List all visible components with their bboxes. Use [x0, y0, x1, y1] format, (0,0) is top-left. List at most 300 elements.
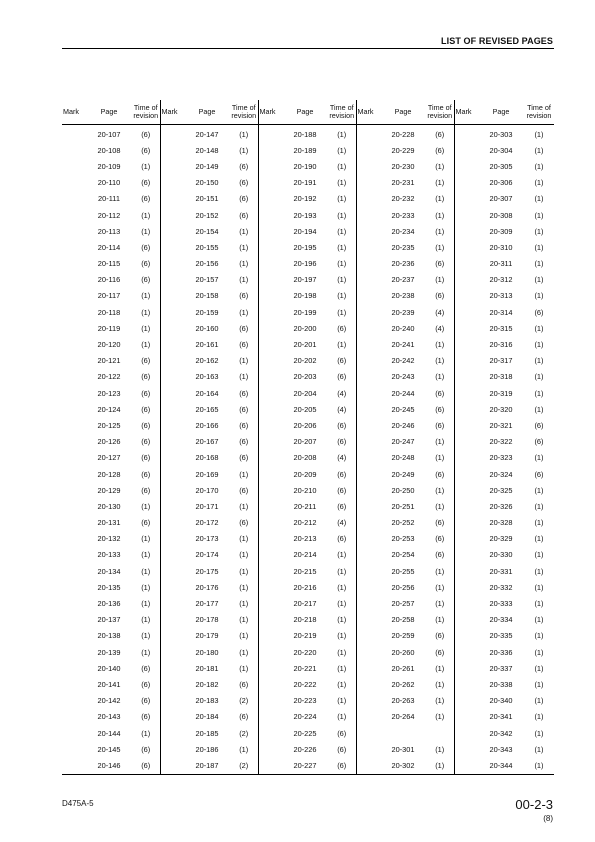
cell-page: 20-190 — [293, 161, 317, 171]
cell-revision: (6) — [426, 644, 454, 660]
cell-page: 20-207 — [293, 437, 317, 447]
table-row — [62, 741, 554, 757]
cell-mark — [160, 288, 184, 304]
cell-mark — [160, 304, 184, 320]
cell-revision: (1) — [426, 660, 454, 676]
table-row — [62, 417, 554, 433]
cell-revision: (1) — [230, 353, 258, 369]
cell-mark — [356, 401, 380, 417]
cell-page: 20-333 — [489, 599, 513, 609]
cell-revision: (1) — [230, 563, 258, 579]
table-row — [62, 547, 554, 563]
cell-revision: (1) — [534, 518, 544, 528]
cell-revision: (1) — [534, 453, 544, 463]
cell-revision: (1) — [534, 145, 544, 155]
cell-mark — [258, 612, 282, 628]
cell-revision: (6) — [328, 353, 356, 369]
cell-revision: (6) — [230, 336, 258, 352]
cell-page: 20-129 — [97, 485, 121, 495]
cell-page: 20-343 — [489, 744, 513, 754]
cell-page: 20-156 — [195, 259, 219, 269]
cell-revision: (1) — [426, 450, 454, 466]
cell-revision: (1) — [132, 531, 160, 547]
cell-revision: (1) — [426, 336, 454, 352]
cell-page: 20-202 — [293, 356, 317, 366]
cell-revision: (1) — [328, 336, 356, 352]
cell-revision: (1) — [328, 563, 356, 579]
cell-revision: (6) — [534, 469, 544, 479]
cell-page: 20-146 — [86, 757, 132, 774]
cell-revision: (1) — [534, 534, 544, 544]
cell-revision: (1) — [230, 531, 258, 547]
cell-revision: (1) — [534, 129, 544, 139]
cell-mark — [160, 612, 184, 628]
cell-page: 20-210 — [293, 485, 317, 495]
table-row — [62, 757, 554, 774]
cell-revision: (1) — [426, 158, 454, 174]
cell-page: 20-217 — [293, 599, 317, 609]
table-row — [62, 223, 554, 239]
cell-page: 20-236 — [391, 259, 415, 269]
cell-page: 20-162 — [195, 356, 219, 366]
cell-page: 20-264 — [391, 712, 415, 722]
cell-page: 20-257 — [391, 599, 415, 609]
cell-mark — [356, 142, 380, 158]
table-row — [62, 320, 554, 336]
cell-mark — [62, 191, 86, 207]
table-row — [62, 644, 554, 660]
cell-mark — [160, 158, 184, 174]
cell-page: 20-248 — [391, 453, 415, 463]
cell-page: 20-313 — [489, 291, 513, 301]
cell-mark — [454, 125, 478, 143]
cell-mark — [160, 239, 184, 255]
cell-mark — [454, 369, 478, 385]
cell-revision: (6) — [426, 385, 454, 401]
cell-mark — [160, 547, 184, 563]
cell-page: 20-238 — [391, 291, 415, 301]
table-row — [62, 676, 554, 692]
cell-mark — [160, 741, 184, 757]
cell-mark — [356, 320, 380, 336]
cell-revision: (6) — [230, 417, 258, 433]
cell-mark — [258, 158, 282, 174]
cell-page: 20-128 — [97, 469, 121, 479]
cell-mark — [454, 288, 478, 304]
cell-page: 20-263 — [391, 696, 415, 706]
cell-revision: (6) — [230, 434, 258, 450]
cell-mark — [62, 741, 86, 757]
cell-revision: (6) — [132, 450, 160, 466]
cell-page: 20-149 — [195, 161, 219, 171]
cell-mark — [356, 644, 380, 660]
cell-revision: (1) — [230, 547, 258, 563]
cell-page: 20-342 — [489, 728, 513, 738]
cell-mark — [356, 191, 380, 207]
cell-revision: (6) — [426, 547, 454, 563]
cell-revision: (6) — [132, 125, 160, 143]
cell-mark — [160, 142, 184, 158]
cell-page: 20-334 — [489, 615, 513, 625]
cell-mark — [258, 515, 282, 531]
table-row — [62, 369, 554, 385]
cell-page: 20-224 — [293, 712, 317, 722]
header-mark: Mark — [62, 100, 86, 125]
cell-revision: (6) — [132, 515, 160, 531]
cell-page: 20-108 — [97, 145, 121, 155]
table-row — [62, 336, 554, 352]
cell-revision: (1) — [328, 595, 356, 611]
cell-page: 20-175 — [195, 566, 219, 576]
cell-revision: (1) — [534, 340, 544, 350]
cell-page: 20-228 — [391, 129, 415, 139]
cell-mark — [160, 531, 184, 547]
cell-mark — [258, 223, 282, 239]
header-page: Page — [86, 100, 132, 125]
cell-page: 20-172 — [195, 518, 219, 528]
cell-revision: (1) — [534, 194, 544, 204]
cell-mark — [258, 175, 282, 191]
table-row — [62, 482, 554, 498]
cell-mark — [62, 482, 86, 498]
cell-revision: (1) — [426, 482, 454, 498]
cell-revision: (1) — [328, 142, 356, 158]
cell-revision: (1) — [132, 547, 160, 563]
cell-revision: (1) — [534, 242, 544, 252]
table-row — [62, 175, 554, 191]
cell-revision: (6) — [328, 466, 356, 482]
cell-revision: (1) — [426, 223, 454, 239]
cell-mark — [62, 288, 86, 304]
cell-mark — [160, 644, 184, 660]
cell-mark — [258, 272, 282, 288]
cell-page: 20-167 — [195, 437, 219, 447]
cell-page: 20-200 — [293, 323, 317, 333]
cell-mark — [160, 417, 184, 433]
cell-mark — [160, 563, 184, 579]
cell-page: 20-261 — [391, 663, 415, 673]
cell-mark — [454, 693, 478, 709]
cell-mark — [62, 369, 86, 385]
cell-revision: (6) — [132, 709, 160, 725]
cell-mark — [160, 515, 184, 531]
cell-mark — [356, 175, 380, 191]
cell-page: 20-148 — [195, 145, 219, 155]
cell-page: 20-323 — [489, 453, 513, 463]
table-row — [62, 579, 554, 595]
cell-mark — [454, 725, 478, 741]
cell-revision: (1) — [230, 595, 258, 611]
cell-revision: (6) — [132, 385, 160, 401]
cell-mark — [454, 450, 478, 466]
cell-mark — [356, 385, 380, 401]
cell-page: 20-252 — [391, 518, 415, 528]
table-row — [62, 515, 554, 531]
cell-page: 20-230 — [391, 161, 415, 171]
cell-revision: (1) — [328, 191, 356, 207]
cell-mark — [356, 256, 380, 272]
cell-page: 20-240 — [391, 323, 415, 333]
cell-revision: (6) — [132, 417, 160, 433]
cell-revision: (6) — [328, 369, 356, 385]
cell-page: 20-330 — [489, 550, 513, 560]
cell-page: 20-131 — [97, 518, 121, 528]
cell-revision: (1) — [534, 663, 544, 673]
cell-mark — [62, 709, 86, 725]
table-row — [62, 531, 554, 547]
cell-page: 20-140 — [97, 663, 121, 673]
cell-page: 20-194 — [293, 226, 317, 236]
cell-revision: (1) — [534, 566, 544, 576]
cell-revision: (1) — [426, 191, 454, 207]
cell-page: 20-123 — [97, 388, 121, 398]
cell-page: 20-130 — [97, 501, 121, 511]
table-row — [62, 709, 554, 725]
cell-revision: (6) — [230, 482, 258, 498]
cell-revision: (1) — [534, 631, 544, 641]
cell-page: 20-332 — [489, 582, 513, 592]
cell-mark — [356, 353, 380, 369]
cell-revision: (1) — [328, 239, 356, 255]
cell-mark — [356, 628, 380, 644]
cell-revision: (4) — [328, 401, 356, 417]
cell-mark — [454, 531, 478, 547]
cell-mark — [356, 531, 380, 547]
cell-page: 20-335 — [489, 631, 513, 641]
cell-page: 20-152 — [195, 210, 219, 220]
cell-page: 20-317 — [489, 356, 513, 366]
cell-page: 20-307 — [489, 194, 513, 204]
cell-revision: (1) — [230, 466, 258, 482]
cell-page: 20-318 — [489, 372, 513, 382]
table-row — [62, 660, 554, 676]
cell-page: 20-229 — [391, 145, 415, 155]
cell-revision: (1) — [132, 725, 160, 741]
cell-page: 20-182 — [195, 679, 219, 689]
cell-page: 20-255 — [391, 566, 415, 576]
cell-revision: (6) — [132, 660, 160, 676]
cell-revision: (1) — [328, 660, 356, 676]
cell-page: 20-134 — [97, 566, 121, 576]
cell-revision: (1) — [426, 272, 454, 288]
cell-revision: (6) — [132, 353, 160, 369]
cell-revision: (1) — [426, 693, 454, 709]
cell-revision: (6) — [132, 434, 160, 450]
cell-revision: (1) — [534, 744, 544, 754]
cell-mark — [62, 628, 86, 644]
cell-revision: (1) — [132, 158, 160, 174]
cell-mark — [454, 482, 478, 498]
cell-mark — [258, 563, 282, 579]
cell-page: 20-235 — [391, 242, 415, 252]
cell-page — [380, 725, 426, 741]
table-row — [62, 612, 554, 628]
cell-mark — [258, 434, 282, 450]
cell-page: 20-331 — [489, 566, 513, 576]
cell-mark — [258, 256, 282, 272]
cell-mark — [258, 191, 282, 207]
cell-revision: (1) — [426, 741, 454, 757]
header-time-of-revision — [524, 100, 554, 125]
cell-revision: (6) — [132, 191, 160, 207]
cell-mark — [356, 595, 380, 611]
cell-page: 20-188 — [293, 129, 317, 139]
cell-revision: (1) — [534, 696, 544, 706]
cell-revision: (6) — [328, 498, 356, 514]
cell-page: 20-262 — [391, 679, 415, 689]
cell-page: 20-120 — [97, 340, 121, 350]
cell-revision — [426, 725, 454, 741]
cell-mark — [62, 466, 86, 482]
cell-mark — [258, 125, 282, 143]
cell-page: 20-211 — [293, 501, 317, 511]
cell-revision: (6) — [328, 482, 356, 498]
header-time-of-revision — [230, 100, 258, 125]
cell-page: 20-320 — [489, 404, 513, 414]
cell-mark — [62, 612, 86, 628]
cell-mark — [62, 239, 86, 255]
cell-mark — [62, 531, 86, 547]
cell-mark — [454, 515, 478, 531]
cell-revision: (1) — [328, 304, 356, 320]
cell-revision: (1) — [328, 125, 356, 143]
header-page: Page — [380, 100, 426, 125]
cell-page: 20-125 — [97, 420, 121, 430]
cell-mark — [454, 272, 478, 288]
cell-mark — [160, 320, 184, 336]
cell-page: 20-174 — [195, 550, 219, 560]
cell-mark — [454, 191, 478, 207]
cell-mark — [160, 125, 184, 143]
cell-mark — [258, 660, 282, 676]
cell-page: 20-212 — [293, 518, 317, 528]
cell-revision: (1) — [132, 223, 160, 239]
cell-page: 20-121 — [97, 356, 121, 366]
cell-revision: (1) — [328, 256, 356, 272]
cell-mark — [258, 142, 282, 158]
cell-page: 20-139 — [97, 647, 121, 657]
table-row — [62, 191, 554, 207]
cell-mark — [356, 207, 380, 223]
cell-page: 20-326 — [489, 501, 513, 511]
cell-mark — [356, 125, 380, 143]
table-header-row — [62, 100, 554, 125]
cell-page: 20-258 — [391, 615, 415, 625]
cell-page: 20-247 — [391, 437, 415, 447]
cell-page: 20-154 — [195, 226, 219, 236]
cell-mark — [160, 660, 184, 676]
cell-revision: (1) — [328, 628, 356, 644]
cell-revision: (6) — [230, 709, 258, 725]
cell-page: 20-234 — [391, 226, 415, 236]
cell-mark — [62, 660, 86, 676]
revised-pages-table — [62, 100, 554, 775]
cell-revision: (6) — [328, 725, 356, 741]
cell-revision: (6) — [426, 142, 454, 158]
cell-page: 20-201 — [293, 340, 317, 350]
cell-mark — [356, 450, 380, 466]
cell-page: 20-118 — [97, 307, 121, 317]
cell-revision: (1) — [328, 579, 356, 595]
cell-revision: (1) — [534, 275, 544, 285]
cell-page: 20-138 — [97, 631, 121, 641]
cell-mark — [454, 595, 478, 611]
cell-page: 20-197 — [293, 275, 317, 285]
cell-mark — [454, 320, 478, 336]
cell-revision: (1) — [230, 304, 258, 320]
cell-page: 20-157 — [195, 275, 219, 285]
cell-revision: (1) — [132, 336, 160, 352]
cell-page: 20-322 — [489, 437, 513, 447]
cell-page: 20-305 — [489, 161, 513, 171]
cell-mark — [160, 191, 184, 207]
header-time-line-2: revision — [133, 111, 159, 120]
cell-page: 20-195 — [293, 242, 317, 252]
cell-page: 20-203 — [293, 372, 317, 382]
cell-mark — [258, 401, 282, 417]
cell-revision: (6) — [534, 307, 544, 317]
cell-page: 20-160 — [195, 323, 219, 333]
cell-revision: (1) — [230, 498, 258, 514]
cell-mark — [258, 676, 282, 692]
cell-mark — [258, 547, 282, 563]
cell-mark — [62, 304, 86, 320]
cell-page: 20-249 — [391, 469, 415, 479]
cell-page: 20-126 — [97, 437, 121, 447]
cell-page: 20-117 — [97, 291, 121, 301]
table-row — [62, 353, 554, 369]
header-page: Page — [184, 100, 230, 125]
cell-revision: (6) — [230, 450, 258, 466]
cell-page: 20-303 — [489, 129, 513, 139]
cell-page: 20-324 — [489, 469, 513, 479]
cell-revision: (1) — [426, 595, 454, 611]
cell-page: 20-186 — [195, 744, 219, 754]
page-title: LIST OF REVISED PAGES — [441, 36, 553, 46]
header-time-line-1: Time of — [427, 103, 452, 112]
cell-page: 20-144 — [97, 728, 121, 738]
cell-revision: (1) — [534, 356, 544, 366]
cell-revision: (1) — [132, 628, 160, 644]
cell-page: 20-301 — [391, 744, 415, 754]
cell-page: 20-253 — [391, 534, 415, 544]
cell-revision: (1) — [328, 272, 356, 288]
cell-mark — [62, 353, 86, 369]
cell-page: 20-170 — [195, 485, 219, 495]
cell-mark — [160, 272, 184, 288]
header-time-of-revision — [132, 100, 160, 125]
cell-revision: (1) — [426, 676, 454, 692]
cell-mark — [160, 256, 184, 272]
cell-revision: (1) — [524, 757, 554, 774]
table-row — [62, 256, 554, 272]
cell-page: 20-136 — [97, 599, 121, 609]
cell-page: 20-176 — [195, 582, 219, 592]
cell-revision: (1) — [534, 210, 544, 220]
cell-mark — [454, 547, 478, 563]
cell-mark — [454, 757, 478, 774]
cell-page: 20-112 — [97, 210, 121, 220]
cell-revision: (1) — [132, 320, 160, 336]
cell-mark — [356, 741, 380, 757]
cell-mark — [62, 125, 86, 143]
cell-page: 20-338 — [489, 679, 513, 689]
cell-revision: (6) — [230, 158, 258, 174]
cell-mark — [258, 336, 282, 352]
cell-revision: (6) — [426, 401, 454, 417]
cell-page: 20-325 — [489, 485, 513, 495]
cell-page: 20-245 — [391, 404, 415, 414]
